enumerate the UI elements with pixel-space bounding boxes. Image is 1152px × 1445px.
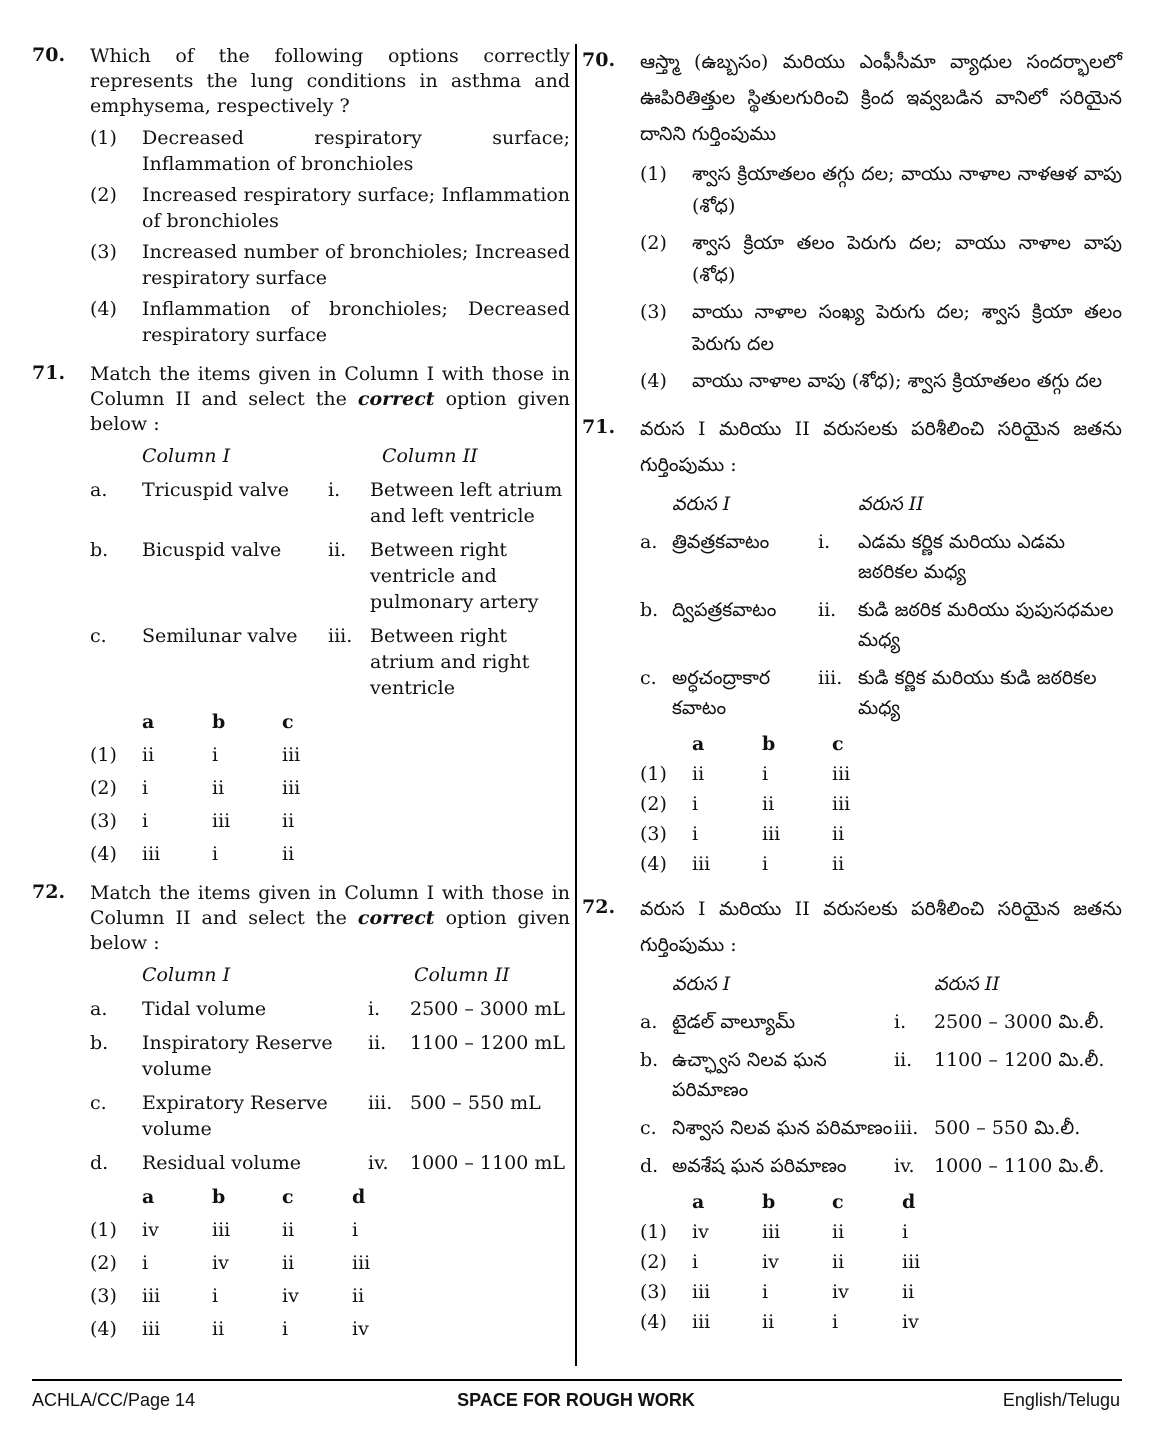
question-number: 71. — [582, 416, 616, 438]
page-code: ACHLA/CC/Page 14 — [32, 1390, 196, 1410]
question-number: 72. — [32, 881, 66, 903]
answer-row: (1) ii i iii — [90, 744, 301, 766]
match-row: a. Tidal volume i. 2500 – 3000 mL — [90, 998, 565, 1020]
match-header: వరుస I వరుస II — [672, 973, 1000, 995]
rough-work-label: SPACE FOR ROUGH WORK — [457, 1390, 695, 1410]
answer-header: a b c d — [692, 1191, 916, 1213]
answer-row: (3) i iii ii — [640, 823, 845, 845]
options-list — [640, 158, 1122, 397]
answer-row: (2) i iv ii iii — [640, 1251, 921, 1273]
question-72-en — [32, 881, 570, 1342]
question-number: 70. — [32, 44, 66, 66]
match-row: d. Residual volume iv. 1000 – 1100 mL — [90, 1152, 565, 1174]
match-table — [640, 489, 1122, 723]
option-1: (1) శ్వాస క్రియాతలం తగ్గు దల; వాయు నాళాల నాళఆళ వాపు (శోధ) — [640, 163, 1122, 217]
question-72-te — [582, 891, 1122, 1335]
question-text: Match the items given in Column I with those in Column II and select the correct option given below : — [90, 363, 570, 435]
match-row: a. త్రివత్రకవాటం i. ఎడమ కర్ణిక మరియు ఎడమ జఠరికల మధ్య — [640, 531, 1065, 583]
answer-row: (2) i iv ii iii — [90, 1252, 371, 1274]
telugu-column — [582, 44, 1122, 1349]
match-row: b. Inspiratory Reserve volume ii. 1100 – 1200 mL — [90, 1032, 565, 1080]
answer-header: a b c d — [142, 1186, 366, 1208]
match-row: b. ద్విపత్రకవాటం ii. కుడి జఠరిక మరియు పుపుసధమల మధ్య — [640, 599, 1114, 651]
option-2: (2) శ్వాస క్రియా తలం పెరుగు దల; వాయు నాళాల వాపు (శోధ) — [640, 232, 1122, 286]
question-text: ఆస్త్మా (ఉబ్బసం) మరియు ఎంఫీసీమా వ్యాధుల సందర్భాలలో ఊపిరితిత్తుల స్థితులగురించి క్రింద ఇవ్వబడిన వానిలో సరియైన దానిని గుర్తింపుము — [640, 51, 1122, 145]
match-table — [640, 969, 1122, 1181]
option-3: (3) Increased number of bronchioles; Increased respiratory surface — [90, 241, 570, 289]
match-row: a. Tricuspid valve i. Between left atrium and left ventricle — [90, 479, 563, 527]
answer-grid — [640, 731, 1122, 877]
match-header: Column I Column II — [142, 964, 510, 986]
answer-row: (1) iv iii ii i — [640, 1221, 909, 1243]
match-row: c. Expiratory Reserve volume iii. 500 – 550 mL — [90, 1092, 541, 1140]
match-table — [90, 443, 570, 701]
match-row: b. ఉచ్ఛ్వాస నిలవ ఘన పరిమాణం ii. 1100 – 1200 మి.లీ. — [640, 1049, 1105, 1101]
option-4: (4) Inflammation of bronchioles; Decreased respiratory surface — [90, 298, 570, 346]
option-2: (2) Increased respiratory surface; Inflammation of bronchioles — [90, 184, 570, 232]
answer-grid — [90, 709, 570, 867]
answer-row: (4) iii i ii — [640, 853, 845, 875]
match-table — [90, 962, 570, 1176]
question-70-te — [582, 44, 1122, 397]
match-row: c. నిశ్వాస నిలవ ఘన పరిమాణం iii. 500 – 550 మి.లీ. — [640, 1117, 1081, 1139]
answer-header: a b c — [142, 711, 294, 733]
match-row: d. అవశేష ఘన పరిమాణం iv. 1000 – 1100 మి.లీ. — [640, 1155, 1105, 1177]
option-1: (1) Decreased respiratory surface; Inflammation of bronchioles — [90, 127, 570, 175]
footer-rule — [32, 1379, 1122, 1381]
question-text: వరుస I మరియు II వరుసలకు పరిశీలించి సరియైన జతను గుర్తింపుము : — [640, 418, 1122, 476]
answer-row: (3) i iii ii — [90, 810, 295, 832]
match-header: Column I Column II — [142, 445, 478, 467]
question-text: Match the items given in Column I with those in Column II and select the correct option given below : — [90, 882, 570, 954]
match-header: వరుస I వరుస II — [672, 493, 924, 515]
match-row: c. అర్ధచంద్రాకార కవాటం iii. కుడి కర్ణిక మరియు కుడి జఠరికల మధ్య — [640, 667, 1097, 719]
match-row: a. టైడల్ వాల్యూమ్ i. 2500 – 3000 మి.లీ. — [640, 1011, 1105, 1033]
question-70-en — [32, 44, 570, 348]
answer-row: (4) iii ii i iv — [640, 1311, 919, 1333]
answer-row: (2) i ii iii — [90, 777, 301, 799]
answer-grid — [90, 1184, 570, 1342]
column-divider — [575, 44, 577, 1366]
answer-grid — [640, 1189, 1122, 1335]
answer-row: (3) iii i iv ii — [90, 1285, 365, 1307]
answer-row: (1) iv iii ii i — [90, 1219, 359, 1241]
match-row: c. Semilunar valve iii. Between right atrium and right ventricle — [90, 625, 530, 699]
question-71-te — [582, 411, 1122, 877]
options-list — [90, 125, 570, 348]
answer-row: (2) i ii iii — [640, 793, 851, 815]
language-label: English/Telugu — [1002, 1390, 1120, 1410]
option-3: (3) వాయు నాళాల సంఖ్య పెరుగు దల; శ్వాస క్రియా తలం పెరుగు దల — [640, 301, 1122, 355]
question-number: 70. — [582, 49, 616, 71]
question-71-en — [32, 362, 570, 867]
question-number: 72. — [582, 896, 616, 918]
option-4: (4) వాయు నాళాల వాపు (శోధ); శ్వాస క్రియాతలం తగ్గు దల — [640, 370, 1103, 392]
match-row: b. Bicuspid valve ii. Between right ventricle and pulmonary artery — [90, 539, 539, 613]
answer-row: (4) iii i ii — [90, 843, 295, 865]
answer-row: (3) iii i iv ii — [640, 1281, 915, 1303]
question-number: 71. — [32, 362, 66, 384]
answer-row: (1) ii i iii — [640, 763, 851, 785]
question-text: వరుస I మరియు II వరుసలకు పరిశీలించి సరియైన జతను గుర్తింపుము : — [640, 898, 1122, 956]
answer-header: a b c — [692, 733, 844, 755]
english-column — [32, 44, 570, 1356]
question-text: Which of the following options correctly represents the lung conditions in asthma and emphysema, respectively ? — [90, 45, 570, 117]
answer-row: (4) iii ii i iv — [90, 1318, 369, 1340]
